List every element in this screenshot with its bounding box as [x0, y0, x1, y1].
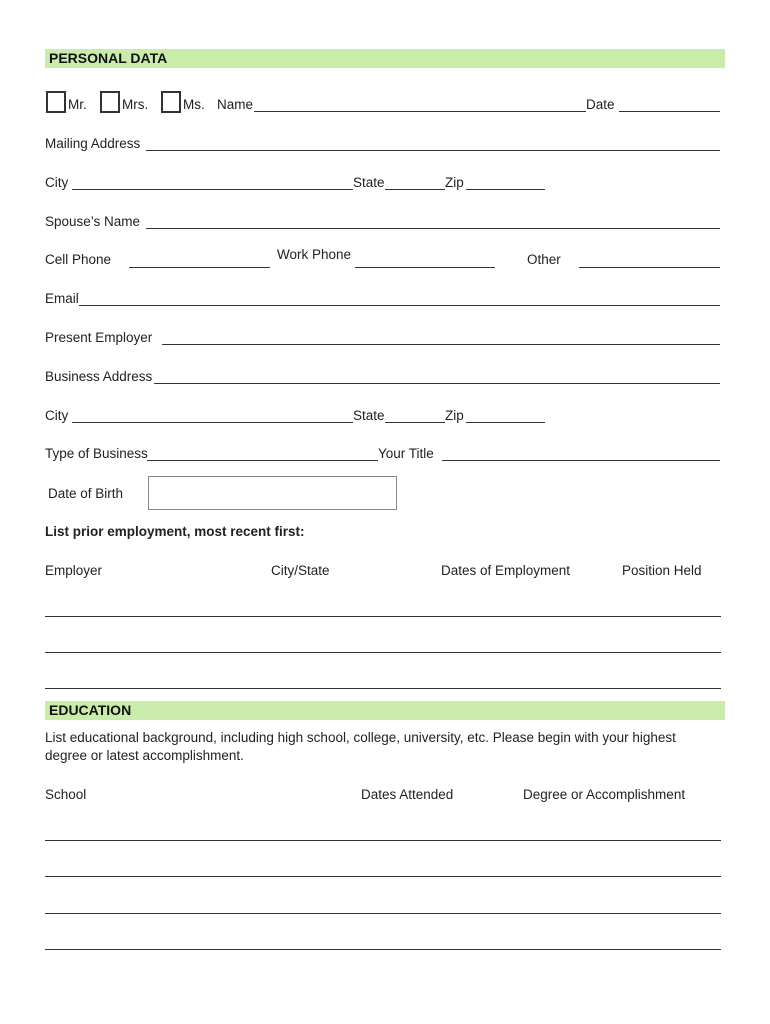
mrs-checkbox[interactable]: [100, 91, 120, 113]
state-label: State: [353, 175, 385, 190]
cell-phone-field[interactable]: [129, 267, 270, 268]
col-city-state: City/State: [271, 563, 330, 578]
present-employer-label: Present Employer: [45, 330, 153, 345]
type-of-business-field[interactable]: [147, 460, 378, 461]
business-zip-field[interactable]: [466, 422, 545, 423]
ms-checkbox[interactable]: [161, 91, 181, 113]
your-title-field[interactable]: [442, 460, 720, 461]
mr-checkbox[interactable]: [46, 91, 66, 113]
education-row-line-3[interactable]: [45, 913, 721, 914]
business-state-field[interactable]: [385, 422, 445, 423]
date-of-birth-input[interactable]: [148, 476, 397, 510]
your-title-label: Your Title: [378, 446, 434, 461]
email-label: Email: [45, 291, 79, 306]
personal-data-heading: PERSONAL DATA: [45, 49, 725, 68]
type-of-business-label: Type of Business: [45, 446, 148, 461]
ms-label: Ms.: [183, 97, 205, 112]
education-heading: EDUCATION: [45, 701, 725, 720]
city-field[interactable]: [72, 189, 353, 190]
education-row-line-2[interactable]: [45, 876, 721, 877]
zip-field[interactable]: [466, 189, 545, 190]
employment-row-line-1[interactable]: [45, 616, 721, 617]
business-zip-label: Zip: [445, 408, 464, 423]
business-city-label: City: [45, 408, 69, 423]
col-dates-of-employment: Dates of Employment: [441, 563, 571, 578]
col-degree: Degree or Accomplishment: [523, 787, 686, 802]
state-field[interactable]: [385, 189, 445, 190]
email-field[interactable]: [79, 305, 720, 306]
date-field[interactable]: [619, 111, 720, 112]
other-phone-label: Other: [527, 252, 561, 267]
work-phone-field[interactable]: [355, 267, 495, 268]
education-row-line-1[interactable]: [45, 840, 721, 841]
cell-phone-label: Cell Phone: [45, 252, 112, 267]
mailing-address-label: Mailing Address: [45, 136, 141, 151]
zip-label: Zip: [445, 175, 464, 190]
mr-label: Mr.: [68, 97, 87, 112]
mrs-label: Mrs.: [122, 97, 149, 112]
business-address-label: Business Address: [45, 369, 153, 384]
present-employer-field[interactable]: [162, 344, 720, 345]
date-label: Date: [586, 97, 615, 112]
education-instructions: List educational background, including high school, college, university, etc. Please begin with your highest degree or latest accomplishment.: [45, 730, 676, 763]
education-row-line-4[interactable]: [45, 949, 721, 950]
mailing-address-field[interactable]: [146, 150, 720, 151]
business-city-field[interactable]: [72, 422, 353, 423]
spouse-name-label: Spouse’s Name: [45, 214, 141, 229]
spouse-name-field[interactable]: [146, 228, 720, 229]
col-employer: Employer: [45, 563, 103, 578]
name-label: Name: [217, 97, 254, 112]
date-of-birth-label: Date of Birth: [48, 486, 124, 501]
city-label: City: [45, 175, 69, 190]
col-school: School: [45, 787, 87, 802]
employment-row-line-3[interactable]: [45, 688, 721, 689]
work-phone-label: Work Phone: [277, 247, 352, 262]
employment-row-line-2[interactable]: [45, 652, 721, 653]
other-phone-field[interactable]: [579, 267, 720, 268]
business-state-label: State: [353, 408, 385, 423]
prior-employment-heading: List prior employment, most recent first:: [45, 524, 305, 539]
col-position-held: Position Held: [622, 563, 702, 578]
business-address-field[interactable]: [154, 383, 720, 384]
col-dates-attended: Dates Attended: [361, 787, 454, 802]
name-field[interactable]: [254, 111, 586, 112]
